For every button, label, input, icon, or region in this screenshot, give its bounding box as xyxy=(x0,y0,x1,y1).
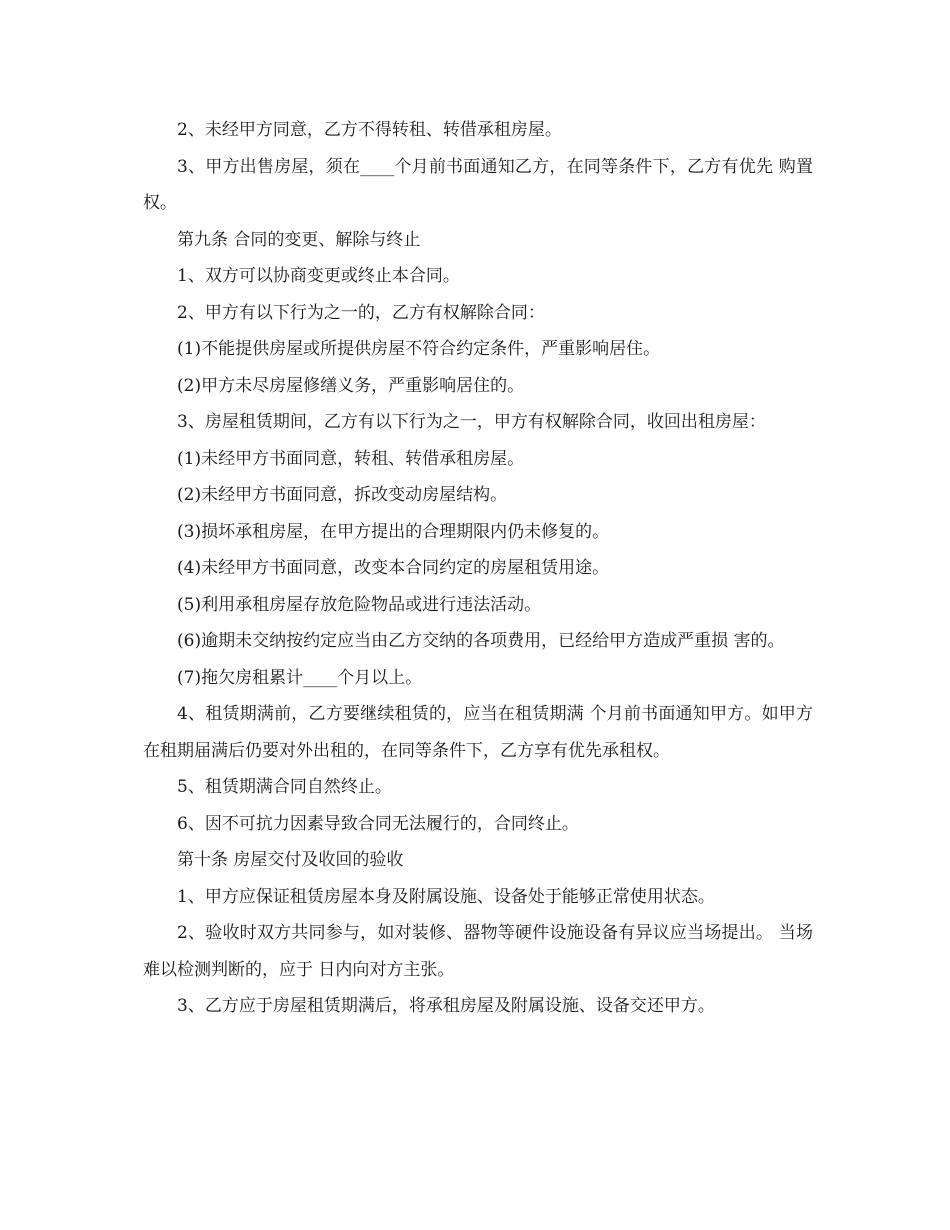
paragraph-clause-10-2: 2、验收时双方共同参与，如对装修、器物等硬件设施设备有异议应当场提出。 当场难以检测判断的，应于 日内向对方主张。 xyxy=(143,923,813,980)
paragraph-clause-9-1: 1、双方可以协商变更或终止本合同。 xyxy=(177,266,460,286)
paragraph-clause-9-3-item-3: (3)损坏承租房屋，在甲方提出的合理期限内仍未修复的。 xyxy=(177,521,610,542)
paragraph-clause-9-3-item-4: (4)未经甲方书面同意，改变本合同约定的房屋租赁用途。 xyxy=(177,558,610,578)
paragraph-clause-9-6: 6、因不可抗力因素导致合同无法履行的，合同终止。 xyxy=(177,813,579,834)
paragraph-clause-9-3-item-7: (7)拖欠房租累计____个月以上。 xyxy=(177,667,423,688)
paragraph-clause-9-2-item-2: (2)甲方未尽房屋修缮义务，严重影响居住的。 xyxy=(177,375,525,396)
paragraph-clause-9-2-item-1: (1)不能提供房屋或所提供房屋不符合约定条件，严重影响居住。 xyxy=(177,339,661,359)
section-heading-article-10: 第十条 房屋交付及收回的验收 xyxy=(177,850,404,870)
paragraph-clause-9-3-item-6: (6)逾期未交纳按约定应当由乙方交纳的各项费用，已经给甲方造成严重损 害的。 xyxy=(177,631,785,651)
paragraph-clause-9-3-item-2: (2)未经甲方书面同意，拆改变动房屋结构。 xyxy=(177,485,508,505)
paragraph-clause-9-3: 3、房屋租赁期间，乙方有以下行为之一，甲方有权解除合同，收回出租房屋： xyxy=(177,412,766,432)
paragraph-clause-9-2: 2、甲方有以下行为之一的，乙方有权解除合同： xyxy=(177,302,545,323)
paragraph-clause-9-5: 5、租赁期满合同自然终止。 xyxy=(177,777,392,797)
paragraph-clause-8-3: 3、甲方出售房屋，须在____个月前书面通知乙方，在同等条件下，乙方有优先 购置权。 xyxy=(143,156,813,213)
paragraph-clause-9-4: 4、租赁期满前，乙方要继续租赁的，应当在租赁期满 个月前书面通知甲方。如甲方在租期届满后仍要对外出租的，在同等条件下，乙方享有优先承租权。 xyxy=(143,704,813,761)
paragraph-clause-9-3-item-5: (5)利用承租房屋存放危险物品或进行违法活动。 xyxy=(177,594,542,615)
paragraph-clause-8-2: 2、未经甲方同意，乙方不得转租、转借承租房屋。 xyxy=(177,120,562,140)
paragraph-clause-10-1: 1、甲方应保证租赁房屋本身及附属设施、设备处于能够正常使用状态。 xyxy=(177,886,715,907)
paragraph-clause-9-3-item-1: (1)未经甲方书面同意，转租、转借承租房屋。 xyxy=(177,448,525,469)
section-heading-article-9: 第九条 合同的变更、解除与终止 xyxy=(177,229,421,250)
paragraph-clause-10-3: 3、乙方应于房屋租赁期满后，将承租房屋及附属设施、设备交还甲方。 xyxy=(177,996,715,1016)
document-body xyxy=(143,112,813,1025)
